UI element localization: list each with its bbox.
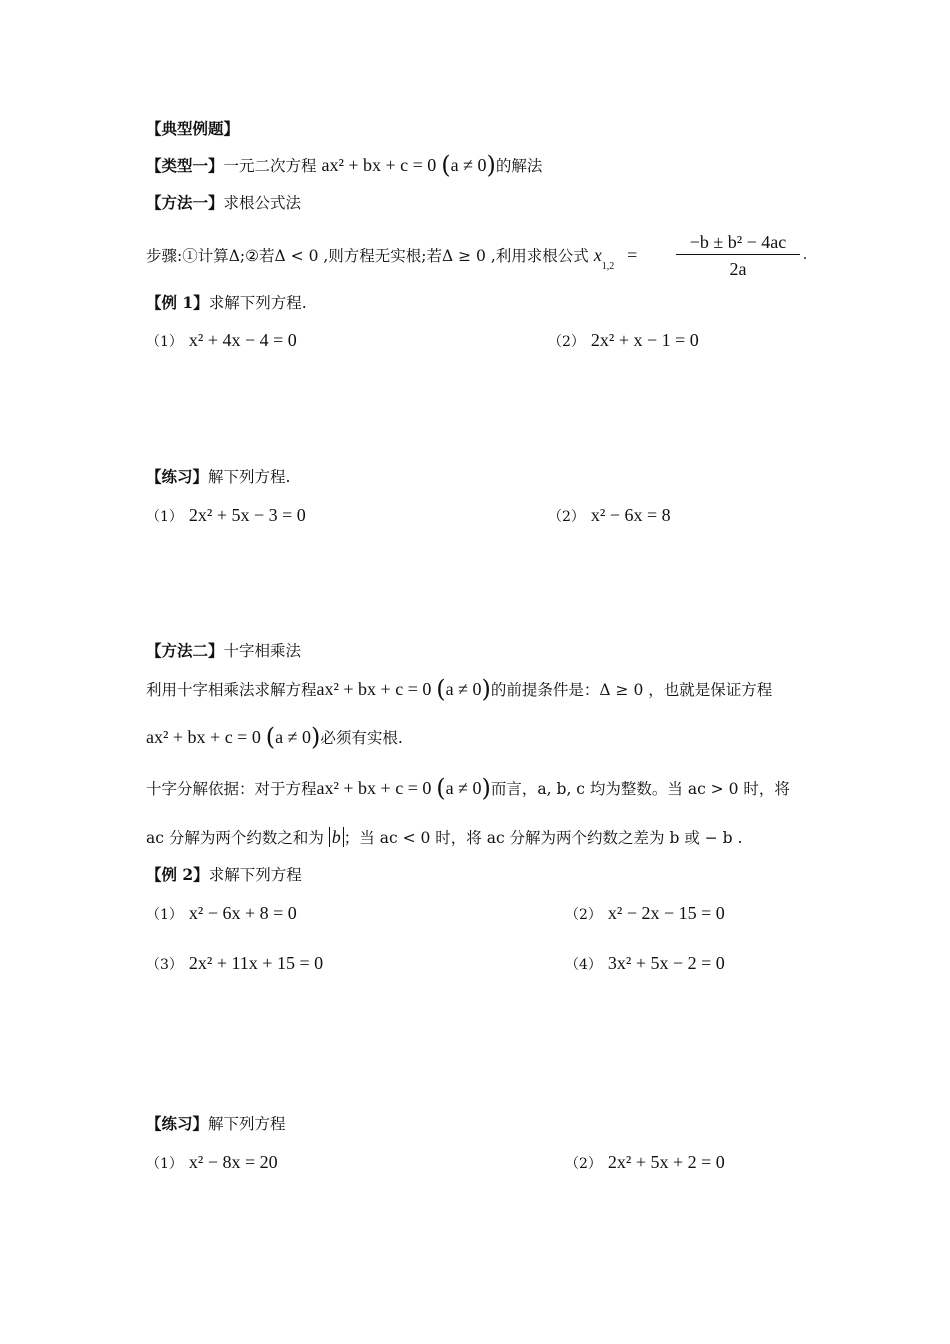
item-equation: x² − 6x = 8 <box>590 505 671 525</box>
method2-label: 【方法二】 <box>146 641 224 660</box>
item-equation: x² − 2x − 15 = 0 <box>607 903 725 923</box>
item-number: （4） <box>565 957 602 973</box>
abs-b-value: b <box>331 827 341 847</box>
paren-left: ( <box>436 675 446 703</box>
root-subscript: 1,2 <box>601 261 615 272</box>
item-equation: 2x² + x − 1 = 0 <box>590 330 699 350</box>
example2-item-4 <box>565 953 725 975</box>
item-equation: 3x² + 5x − 2 = 0 <box>607 953 725 973</box>
paren-right: ) <box>481 774 491 802</box>
para3-equation: ax² + bx + c = 0 <box>316 778 432 798</box>
root-variable: x <box>593 245 602 265</box>
practice2-item-1 <box>146 1152 278 1174</box>
example1-item-2 <box>548 330 699 352</box>
type1-label: 【类型一】 <box>146 156 224 175</box>
item-number: （1） <box>146 509 183 525</box>
item-number: （2） <box>565 1156 602 1172</box>
para4-text-a: ac 分解为两个约数之和为 <box>146 829 324 847</box>
method1-label: 【方法一】 <box>146 193 224 212</box>
type1-condition: a ≠ 0 <box>450 155 487 175</box>
practice2-label: 【练习】 <box>146 1114 209 1133</box>
method2-para3 <box>146 774 790 802</box>
method2-para4 <box>146 827 742 848</box>
example1-text: 求解下列方程. <box>208 294 307 312</box>
practice2-item-2 <box>565 1152 725 1174</box>
equals-sign: = <box>627 245 638 265</box>
abs-b <box>329 827 344 847</box>
practice2-text: 解下列方程 <box>208 1115 286 1133</box>
practice1-heading <box>146 467 290 487</box>
formula-numerator: −b ± b² − 4ac <box>689 232 787 252</box>
para2-equation: ax² + bx + c = 0 <box>146 727 261 747</box>
steps-text: 步骤:①计算Δ;②若Δ < 0 ,则方程无实根;若Δ ≥ 0 ,利用求根公式 <box>146 247 589 265</box>
practice1-item-2 <box>548 505 671 527</box>
section-heading <box>146 119 239 139</box>
method2-name: 十字相乘法 <box>223 642 302 660</box>
type1-text-a: 一元二次方程 <box>223 157 317 175</box>
example1-item-1 <box>146 330 297 352</box>
practice2-heading <box>146 1114 286 1134</box>
example2-item-3 <box>146 953 323 975</box>
method2-para1 <box>146 675 773 703</box>
example2-heading <box>146 865 302 885</box>
para1-equation: ax² + bx + c = 0 <box>316 679 432 699</box>
item-number: （2） <box>548 334 585 350</box>
paren-right: ) <box>311 723 321 751</box>
example2-label: 【例 2】 <box>146 865 209 884</box>
item-equation: x² + 4x − 4 = 0 <box>188 330 297 350</box>
paren-right: ) <box>481 675 491 703</box>
type1-text-b: 的解法 <box>495 157 543 175</box>
item-equation: 2x² + 5x + 2 = 0 <box>607 1152 725 1172</box>
item-equation: x² − 6x + 8 = 0 <box>188 903 297 923</box>
practice1-item-1 <box>146 505 306 527</box>
fraction-bar <box>676 254 800 255</box>
method2-line <box>146 641 301 661</box>
example2-item-1 <box>146 903 297 925</box>
formula-denominator: 2a <box>729 259 747 279</box>
para2-condition: a ≠ 0 <box>275 727 312 747</box>
item-number: （2） <box>548 509 585 525</box>
example2-item-2 <box>565 903 725 925</box>
method1-steps <box>146 245 637 277</box>
practice1-text: 解下列方程. <box>208 468 291 486</box>
para1-text-b: 的前提条件是：Δ ≥ 0 ，也就是保证方程 <box>490 681 773 699</box>
heading-text: 【典型例题】 <box>146 119 240 138</box>
type1-equation: ax² + bx + c = 0 <box>321 155 437 175</box>
paren-left: ( <box>441 151 451 179</box>
item-number: （1） <box>146 907 183 923</box>
item-equation: 2x² + 11x + 15 = 0 <box>188 953 324 973</box>
paren-left: ( <box>265 723 276 751</box>
item-number: （1） <box>146 334 183 350</box>
example1-label: 【例 1】 <box>146 293 209 312</box>
example1-heading <box>146 293 307 313</box>
para2-text: 必须有实根. <box>320 729 403 747</box>
para1-text-a: 利用十字相乘法求解方程 <box>146 681 317 699</box>
item-equation: 2x² + 5x − 3 = 0 <box>188 505 306 525</box>
formula-period: . <box>803 246 807 263</box>
item-number: （3） <box>146 957 183 973</box>
para3-text-b: 而言，a, b, c 均为整数。当 ac > 0 时，将 <box>490 780 790 798</box>
para3-condition: a ≠ 0 <box>445 778 482 798</box>
method2-para2 <box>146 723 403 751</box>
item-number: （1） <box>146 1156 183 1172</box>
para3-text-a: 十字分解依据：对于方程 <box>146 780 317 798</box>
para1-condition: a ≠ 0 <box>445 679 482 699</box>
item-number: （2） <box>565 907 602 923</box>
paren-right: ) <box>486 151 496 179</box>
method1-name: 求根公式法 <box>223 194 302 212</box>
paren-left: ( <box>436 774 446 802</box>
method1-line <box>146 193 301 213</box>
quadratic-formula-fraction <box>676 231 800 280</box>
para4-text-b: ；当 ac < 0 时，将 ac 分解为两个约数之差为 b 或 − b . <box>343 829 743 847</box>
type1-line <box>146 151 543 179</box>
item-equation: x² − 8x = 20 <box>188 1152 278 1172</box>
example2-text: 求解下列方程 <box>208 866 302 884</box>
practice1-label: 【练习】 <box>146 467 209 486</box>
